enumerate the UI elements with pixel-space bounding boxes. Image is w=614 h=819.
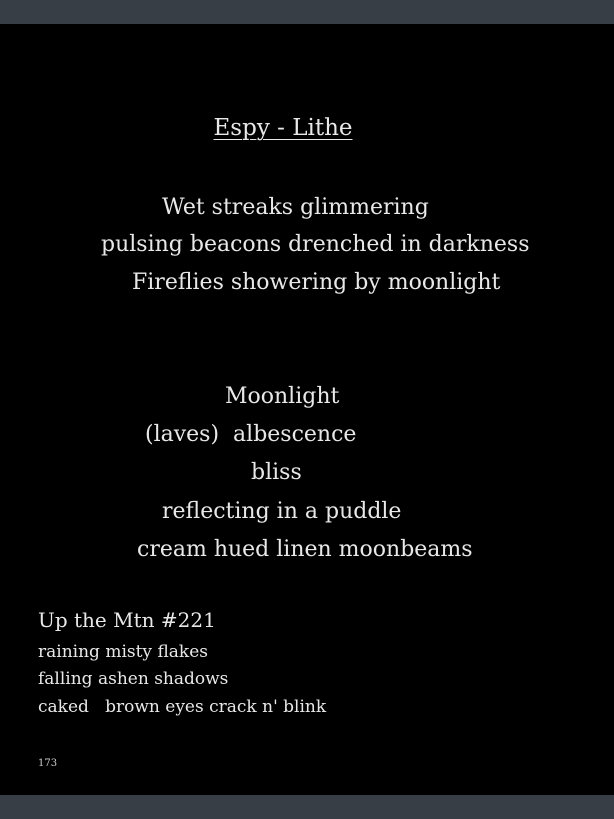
stanza2-line-4: reflecting in a puddle [162,499,402,524]
stanza3-line-3: caked brown eyes crack n' blink [38,697,327,717]
stanza1-line-2: pulsing beacons drenched in darkness [101,232,530,257]
stanza2-line-1: Moonlight [225,384,340,409]
stanza1-line-1: Wet streaks glimmering [162,195,429,220]
page-number: 173 [38,758,58,769]
poem-title: Espy - Lithe [213,115,353,141]
top-frame-bar [0,0,614,24]
stanza2-line-2: (laves) albescence [145,422,357,447]
stanza2-line-3: bliss [251,460,302,485]
bottom-frame-bar [0,795,614,819]
stanza2-line-5: cream hued linen moonbeams [137,537,473,562]
stanza1-line-3: Fireflies showering by moonlight [132,270,501,295]
stanza3-heading: Up the Mtn #221 [38,608,216,632]
stanza3-line-1: raining misty flakes [38,642,208,662]
stanza3-line-2: falling ashen shadows [38,669,229,689]
document-page [0,24,614,795]
